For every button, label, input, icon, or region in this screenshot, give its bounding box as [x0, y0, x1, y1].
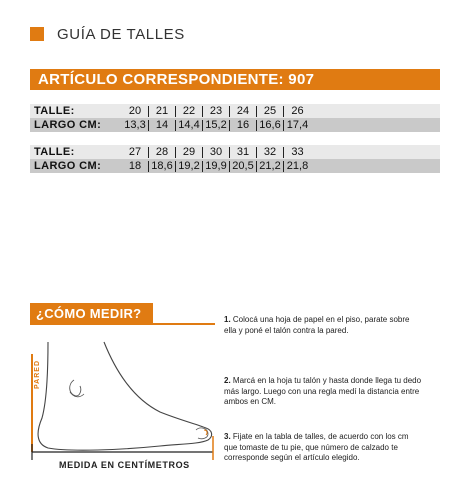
wall-label: PARED — [34, 360, 41, 389]
length-cell: 17,4 — [286, 118, 309, 131]
step-text: Fijate en la tabla de talles, de acuerdo con los cm que tomaste de tu pie, que número de calzado te corresponde según el artículo elegido. — [224, 432, 409, 462]
foot-illustration — [30, 340, 220, 470]
step-number: 3. — [224, 432, 231, 441]
size-cell: 20 — [122, 106, 149, 117]
size-cell: 32 — [257, 147, 284, 158]
toe-outline — [196, 428, 208, 439]
length-row — [30, 159, 440, 173]
length-cell: 19,2 — [176, 161, 203, 172]
step-number: 1. — [224, 315, 231, 324]
step-number: 2. — [224, 376, 231, 385]
toe-nail — [204, 430, 207, 435]
size-cell: 25 — [257, 106, 284, 117]
length-cell: 14 — [149, 120, 176, 131]
length-cell: 16,6 — [257, 120, 284, 131]
length-cell: 20,5 — [230, 161, 257, 172]
length-cell: 13,3 — [122, 120, 149, 131]
size-cell: 30 — [203, 147, 230, 158]
step-text: Colocá una hoja de papel en el piso, parate sobre ella y poné el talón contra la pared. — [224, 315, 410, 335]
length-cell: 21,8 — [286, 159, 309, 172]
length-cell: 18,6 — [149, 161, 176, 172]
size-cell: 26 — [291, 104, 304, 117]
header — [30, 26, 185, 42]
length-cell: 16 — [230, 120, 257, 131]
size-cell: 23 — [203, 106, 230, 117]
size-table-2 — [30, 145, 440, 173]
length-cell: 14,4 — [176, 120, 203, 131]
size-cell: 29 — [176, 147, 203, 158]
orange-square-icon — [30, 27, 44, 41]
step-3 — [224, 432, 424, 464]
size-cell: 24 — [230, 106, 257, 117]
size-cell: 31 — [230, 147, 257, 158]
length-cell: 19,9 — [203, 161, 230, 172]
step-text: Marcá en la hoja tu talón y hasta donde llega tu dedo más largo. Luego con una regla medí la distancia entre ambos en CM. — [224, 376, 422, 406]
length-cell: 21,2 — [257, 161, 284, 172]
length-label: LARGO CM: — [34, 160, 102, 172]
foot-outline — [38, 342, 212, 450]
step-1 — [224, 315, 424, 336]
size-label: TALLE: — [34, 105, 75, 117]
size-cell: 22 — [176, 106, 203, 117]
measure-label: MEDIDA EN CENTÍMETROS — [59, 460, 190, 470]
size-cell: 33 — [291, 145, 304, 158]
step-2 — [224, 376, 424, 408]
length-label: LARGO CM: — [34, 119, 102, 131]
size-table-1 — [30, 104, 440, 132]
page-title: GUÍA DE TALLES — [57, 25, 185, 43]
article-banner: ARTÍCULO CORRESPONDIENTE: 907 — [30, 69, 440, 90]
section-divider — [30, 323, 215, 325]
length-cell: 15,2 — [203, 120, 230, 131]
length-cell: 18 — [122, 161, 149, 172]
how-to-measure-title: ¿CÓMO MEDIR? — [30, 303, 153, 324]
size-cell: 27 — [122, 147, 149, 158]
size-row — [30, 104, 440, 118]
size-label: TALLE: — [34, 146, 75, 158]
length-row — [30, 118, 440, 132]
size-cell: 21 — [149, 106, 176, 117]
size-row — [30, 145, 440, 159]
size-cell: 28 — [149, 147, 176, 158]
